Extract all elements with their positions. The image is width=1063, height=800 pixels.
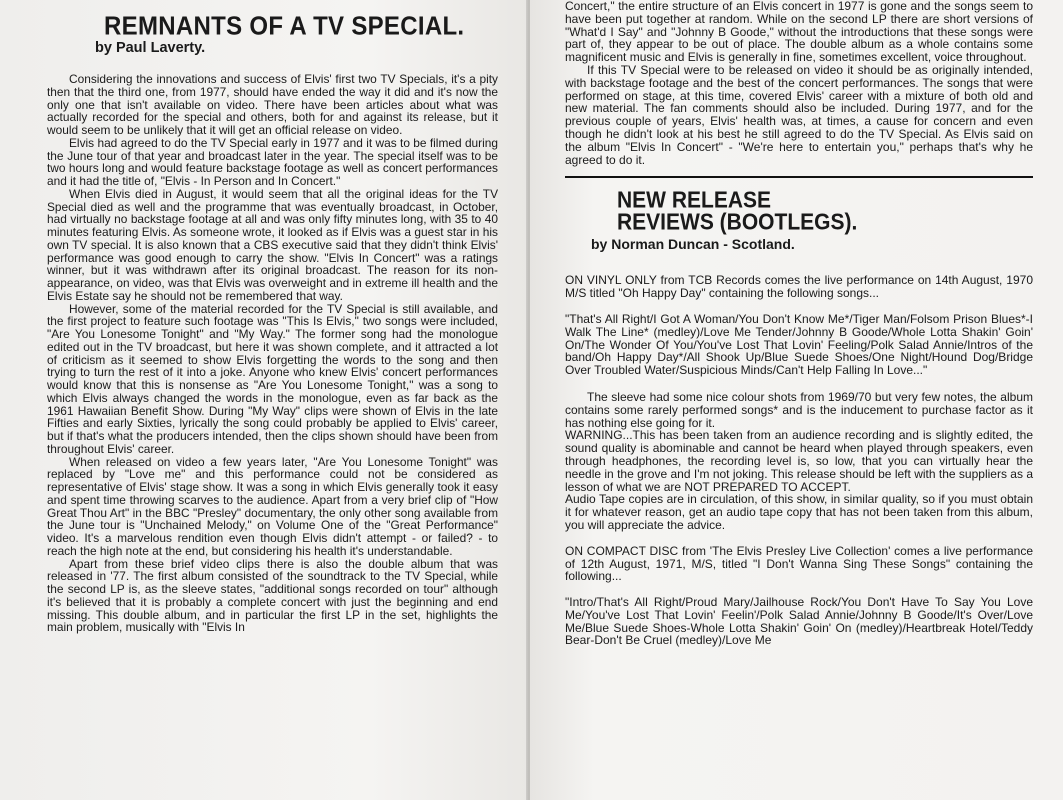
article-paragraph: Apart from these brief video clips there is also the double album that was released in '77. The first album consisted of the soundtrack to the TV Special, while the second LP is, as the sleeve states, "additional songs recorded on tour" although it's believed that it is probably a complete concert with just the beginning and end missing. This double album, and in particular the first LP in the set, highlights the main problem, musically with "Elvis In	[47, 556, 498, 635]
continued-paragraph: Concert," the entire structure of an Elvis concert in 1977 is gone and the songs seem to have been put together at random. While on the second LP there are short versions of "What'd I Say" and "Johnny B Goode," without the introductions that these songs were part of, they appear to be out of place. The double album as a whole contains some magnificent music and Elvis is generally in fine, sometimes excellent, voice throughout.	[565, 0, 1033, 65]
track-list: "That's All Right/I Got A Woman/You Don't Know Me*/Tiger Man/Folsom Prison Blues*-I Walk The Line* (medley)/Love Me Tender/Johnny B Goode/Whole Lotta Shakin' Goin' On/The Wonder Of You/You've Lost That Lovin' Feeling/Polk Salad Annie/Intros of the band/Oh Happy Day*/All Shook Up/Blue Suede Shoes/One Night/Hound Dog/Bridge Over Troubled Water/Suspicious Minds/Can't Help Falling In Love..."	[565, 311, 1033, 378]
article-paragraph: When Elvis died in August, it would seem that all the original ideas for the TV Special died as well and the programme that was eventually broadcast, in October, had virtually no backstage footage at all and was only fifty minutes long, with 35 to 40 minutes featuring Elvis. As someone wrote, it looked as if Elvis was a guest star in his own TV special. It is also known that a CBS executive said that they didn't think Elvis' performance was good enough to carry the show. "Elvis In Concert" was a ratings winner, but it was withdrawn after its original broadcast. The reason for its non-appearance, on video, was that Elvis was overweight and in extreme ill health and the Elvis Estate say he should not be remembered that way.	[47, 186, 498, 303]
review-paragraph: The sleeve had some nice colour shots from 1969/70 but very few notes, the album contains some rarely performed songs* and is the inducement to purchase factor as it has nothing else going for it.	[565, 389, 1033, 430]
article-title: REMNANTS OF A TV SPECIAL.	[104, 11, 465, 42]
continued-paragraph: If this TV Special were to be released on video it should be as originally intended, with backstage footage and the best of the concert performances. The songs that were performed on stage, at this time, covered Elvis' career with a mixture of both old and new material. The fan comments should also be included. During 1977, and for the previous couple of years, Elvis' health was, at times, a cause for concern and even though he didn't look at his best he still agreed to do the TV Special. As Elvis said on the album "Elvis In Concert" - "We're here to entertain you," perhaps that's why he agreed to do it.	[565, 62, 1033, 167]
review-title-line: NEW RELEASE	[617, 188, 772, 214]
article-paragraph: Elvis had agreed to do the TV Special early in 1977 and it was to be filmed during the June tour of that year and broadcast later in the year. The special itself was to be two hours long and would feature backstage footage as well as concert performances and it had the title of, "Elvis - In Person and In Concert."	[47, 135, 498, 188]
article-byline: by Paul Laverty.	[95, 40, 206, 56]
review-byline: by Norman Duncan - Scotland.	[591, 236, 795, 253]
section-divider	[565, 176, 1033, 178]
review-paragraph: ON VINYL ONLY from TCB Records comes the live performance on 14th August, 1970 M/S titled "Oh Happy Day" containing the following songs...	[565, 273, 1033, 301]
review-warning: WARNING...This has been taken from an audience recording and is slightly edited, the sound quality is abominable and cannot be heard when played through speakers, even through headphones, the recording level is, so low, that you can virtually hear the needle in the grove and I'm not joking. This release should be left with the suppliers as a lesson of what we are NOT PREPARED TO ACCEPT.	[565, 428, 1033, 494]
review-paragraph: ON COMPACT DISC from 'The Elvis Presley Live Collection' comes a live performance of 12th August, 1971, M/S, titled "I Don't Wanna Sing These Songs" containing the following...	[565, 543, 1033, 584]
article-paragraph: Considering the innovations and success of Elvis' first two TV Specials, it's a pity then that the third one, from 1977, should have ended the way it did and it's now the only one that isn't available on video. There have been articles about what was actually recorded for the special and others, both for and against its release, but it would seem to be unlikely that it will get an official release on video.	[47, 72, 498, 137]
track-list: "Intro/That's All Right/Proud Mary/Jailhouse Rock/You Don't Have To Say You Love Me/You've Lost That Lovin' Feelin'/Polk Salad Annie/Johnny B Goode/It's Over/Love Me/Blue Suede Shoes-Whole Lotta Shakin' Goin' On (medley)/Heartbreak Hotel/Teddy Bear-Don't Be Cruel (medley)/Love Me	[565, 595, 1033, 648]
review-title	[617, 190, 1033, 234]
article-paragraph: However, some of the material recorded for the TV Special is still available, and the first project to feature such footage was "This Is Elvis," two songs were included, "Are You Lonesome Tonight" and "My Way." The former song had the monologue edited out in the TV broadcast, but here it was shown complete, and it attracted a lot of criticism as it seemed to show Elvis forgetting the words to the song and then trying to turn the rest of it into a joke. Anyone who knew Elvis' concert performances would know that this is nonsense as "Are You Lonesome Tonight," was a song to which Elvis always changed the words in the monologue, even as far back as the 1961 Hawaiian Benefit Show. During "My Way" clips were shown of Elvis in the late Fifties and early Sixties, lyrically the song could probably be applied to Elvis' career, but if that's what the producers intended, then the clips shown should have been from throughout Elvis' career.	[47, 301, 498, 456]
left-page	[0, 0, 528, 800]
review-title-line: REVIEWS (BOOTLEGS).	[617, 210, 858, 236]
article-paragraph: When released on video a few years later, "Are You Lonesome Tonight" was replaced by "Love me" and this performance could not be considered as representative of Elvis' stage show. It was a song in which Elvis generally took it easy and spent time throwing scarves to the audience. Apart from a very brief clip of "How Great Thou Art" in the BBC "Presley" documentary, the only other song available from the June tour is "Unchained Melody," on Volume One of the "Great Performance" video. It's a marvelous rendition even though Elvis didn't attempt - or failed? - to reach the high note at the end, but considering his health it's understandable.	[47, 454, 498, 558]
right-page	[530, 0, 1063, 800]
review-paragraph: Audio Tape copies are in circulation, of this show, in similar quality, so if you must obtain it for whatever reason, get an audio tape copy that has not been taken from this album, you will appreciate the advice.	[565, 492, 1033, 532]
